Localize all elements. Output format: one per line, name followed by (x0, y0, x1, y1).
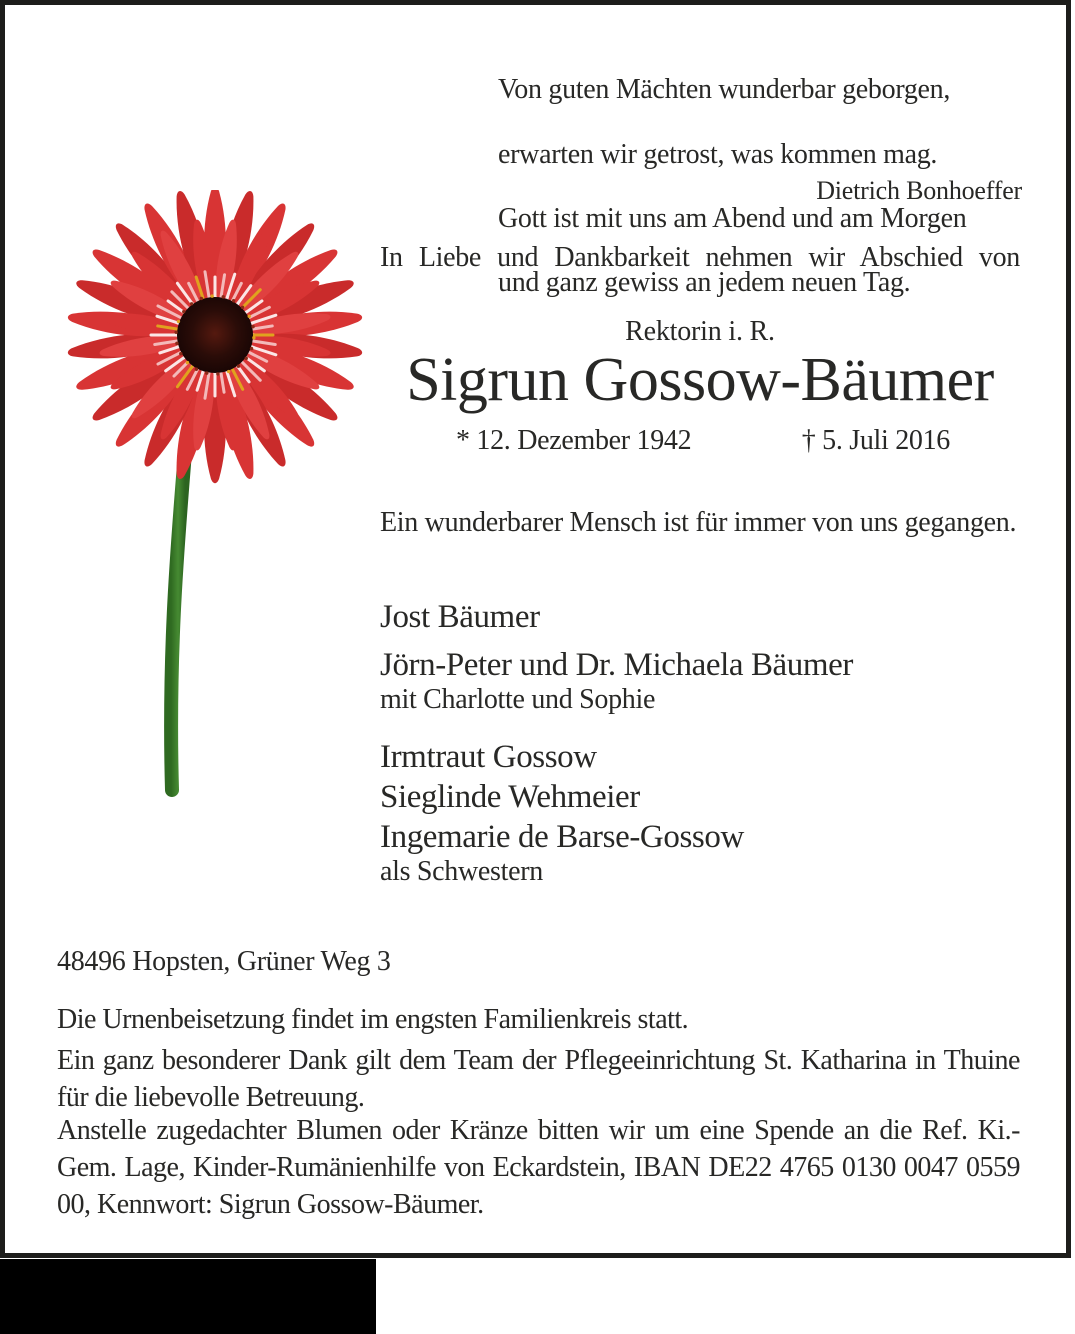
flower-stem (171, 452, 185, 790)
donation-paragraph: Anstelle zugedachter Blumen oder Kränze bitten wir um eine Spende an die Ref. Ki.-Gem. Lage, Kinder-Rumänienhilfe von Eckardstein, IBAN DE22 4765 0130 0047 0559 00, Kennwort: Sigrun Gossow-Bäumer. (57, 1115, 1020, 1220)
mourner-sister-2: Sieglinde Wehmeier (380, 779, 640, 815)
mourner-sisters-note: als Schwestern (380, 856, 543, 887)
quote-line: und ganz gewiss an jedem neuen Tag. (498, 267, 911, 299)
mourner-family: Jörn-Peter und Dr. Michaela Bäumer (380, 647, 854, 683)
burial-paragraph: Die Urnenbeisetzung findet im engsten Familienkreis statt. (57, 1004, 689, 1035)
mourner-sister-1: Irmtraut Gossow (380, 739, 597, 775)
deceased-rank: Rektorin i. R. (625, 316, 775, 347)
quote-line: erwarten wir getrost, was kommen mag. (498, 138, 938, 170)
address-line: 48496 Hopsten, Grüner Weg 3 (57, 946, 391, 977)
redaction-bar (0, 1259, 376, 1334)
death-date: † 5. Juli 2016 (801, 425, 950, 456)
gerbera-flower-image (60, 190, 370, 800)
quote-attribution: Dietrich Bonhoeffer (816, 176, 1022, 205)
mourner-sister-3: Ingemarie de Barse-Gossow (380, 819, 744, 855)
birth-date: * 12. Dezember 1942 (456, 425, 692, 456)
life-dates (380, 424, 1020, 457)
mourner-husband: Jost Bäumer (380, 599, 540, 635)
quote-line: Von guten Mächten wunderbar geborgen, (498, 74, 951, 106)
mourner-family-note: mit Charlotte und Sophie (380, 684, 656, 715)
intro-line: In Liebe und Dankbarkeit nehmen wir Abschied von (380, 242, 1020, 273)
quote-line: Gott ist mit uns am Abend und am Morgen (498, 203, 967, 235)
deceased-name: Sigrun Gossow-Bäumer (406, 346, 994, 414)
farewell-text: Ein wunderbarer Mensch ist für immer von uns gegangen. (380, 507, 1017, 538)
thanks-paragraph: Ein ganz besonderer Dank gilt dem Team der Pflegeeinrichtung St. Katharina in Thuine für die liebevolle Betreuung. (57, 1045, 1020, 1113)
